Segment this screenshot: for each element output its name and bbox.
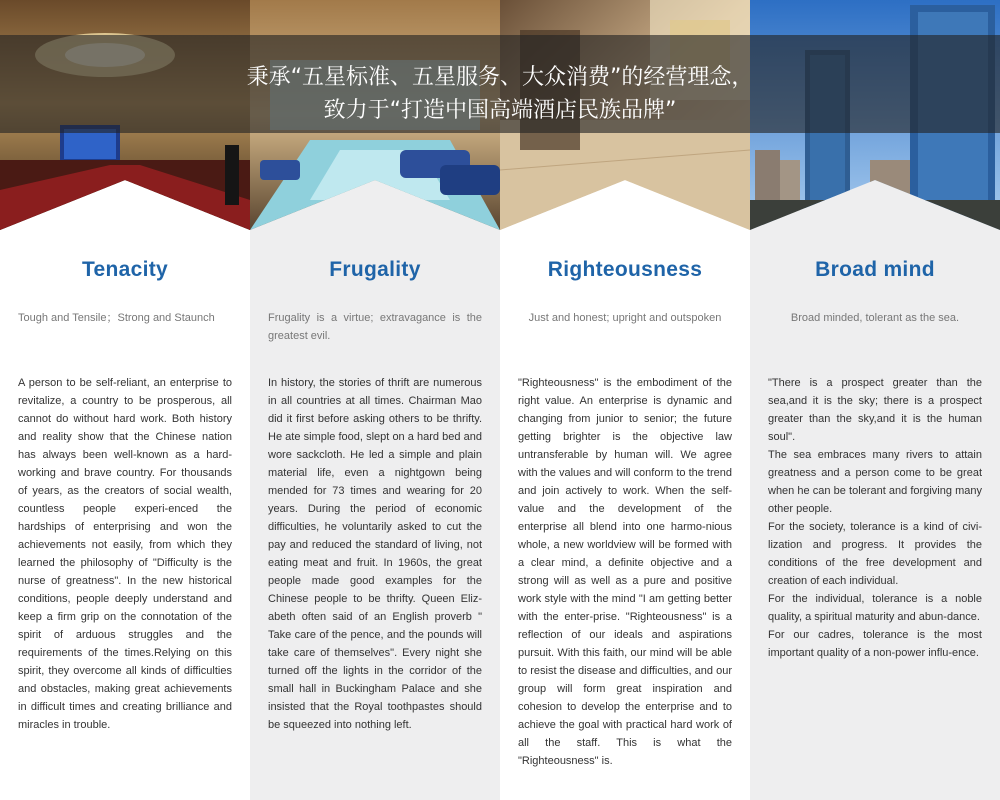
value-description: In history, the stories of thrift are numerous in all countries at all times. Chairman Mao did it first before asking others to be thrifty. He ate simple food, slept on a hard bed and wore sackcloth. He led a simple and plain material life, even a nightgown being mended for 73 times and wearing for 20 years. During the period of economic difficulties, he voluntarily asked to cut the pay and reduced the standard of living, not eating meat and fruit. In 1960s, the great people made good examples for the Chinese people to be thrifty. Queen Eliz-abeth often said of an English proverb " Take care of the pence, and the pounds will take care of themselves". Every night she turned off the lights in the corridor of the small hall in Buckingham Palace and she insisted that the Royal toothpastes should be squeezed into nothing left.	[268, 377, 482, 731]
value-description: A person to be self-reliant, an enterprise to revitalize, a country to be prosperous, all cannot do without hard work. Both history and reality show that the Chinese nation has always been well-known as a hard-working and brave country. For thousands of years, as the creators of social wealth, countless people experi-enced the hardships of enterprising and won the achievements not easily, from which they learned the philosophy of "Difficulty is the nurse of greatness". In the new historical conditions, people deeply understand and keep a firm grip on the connotation of the spirit of arduous struggles and the requirements of the times.Relying on this spirit, they overcome all kinds of difficulties and obstacles, making great achievements in difficult times and creating brilliance and miracles in trouble.	[18, 377, 232, 731]
value-description: "There is a prospect greater than the sea,and it is the sky; there is a prospect greater than the sky,and it is the human soul". The sea embraces many rivers to attain greatness and a person come to be great when he can be tolerant and forgiving many other people. For the society, tolerance is a kind of civi-lization and progress. It provides the conditions of the free development and creation of each individual. For the individual, tolerance is a noble quality, a spiritual maturity and abun-dance. For our cadres, tolerance is the most important quality of a non-power influ-ence.	[768, 377, 982, 659]
value-subtitle: Just and honest; upright and outspoken	[528, 312, 722, 324]
value-subtitle: Broad minded, tolerant as the sea.	[790, 312, 960, 324]
value-subtitle: Frugality is a virtue; extravagance is the greatest evil.	[268, 312, 482, 342]
value-description: "Righteousness" is the embodiment of the right value. An enterprise is dynamic and changing from junior to senior; the future getting brighter is the objective law untransferable by human will. We agree with the values and will conform to the trend and join actively to work. When the self-value and the development of the enterprise all blend into one harmo-nious whole, a new worldview will be formed with a clear mind, a definite objective and a strong will as well as a pure and positive work style with the mind "I am getting better with the enter-prise. "Righteousness" is a reflection of our ideals and aspirations pursuit. With this faith, our mind will be able to resist the disease and difficulties, and our group will form great inspiration and cohesion to develop the enterprise and to achieve the goal with practical hard work of all the staff. This is what the "Righteousness" is.	[518, 377, 733, 767]
value-title: Tenacity	[81, 258, 169, 281]
slogan-line-2: 致力于“打造中国高端酒店民族品牌”	[323, 98, 677, 123]
value-title: Broad mind	[815, 258, 935, 281]
value-title: Frugality	[329, 258, 421, 281]
slogan-line-1: 秉承“五星标准、五星服务、大众消费”的经营理念，	[246, 65, 754, 90]
value-title: Righteousness	[547, 258, 703, 281]
value-subtitle: Tough and Tensile；Strong and Staunch	[18, 312, 215, 324]
